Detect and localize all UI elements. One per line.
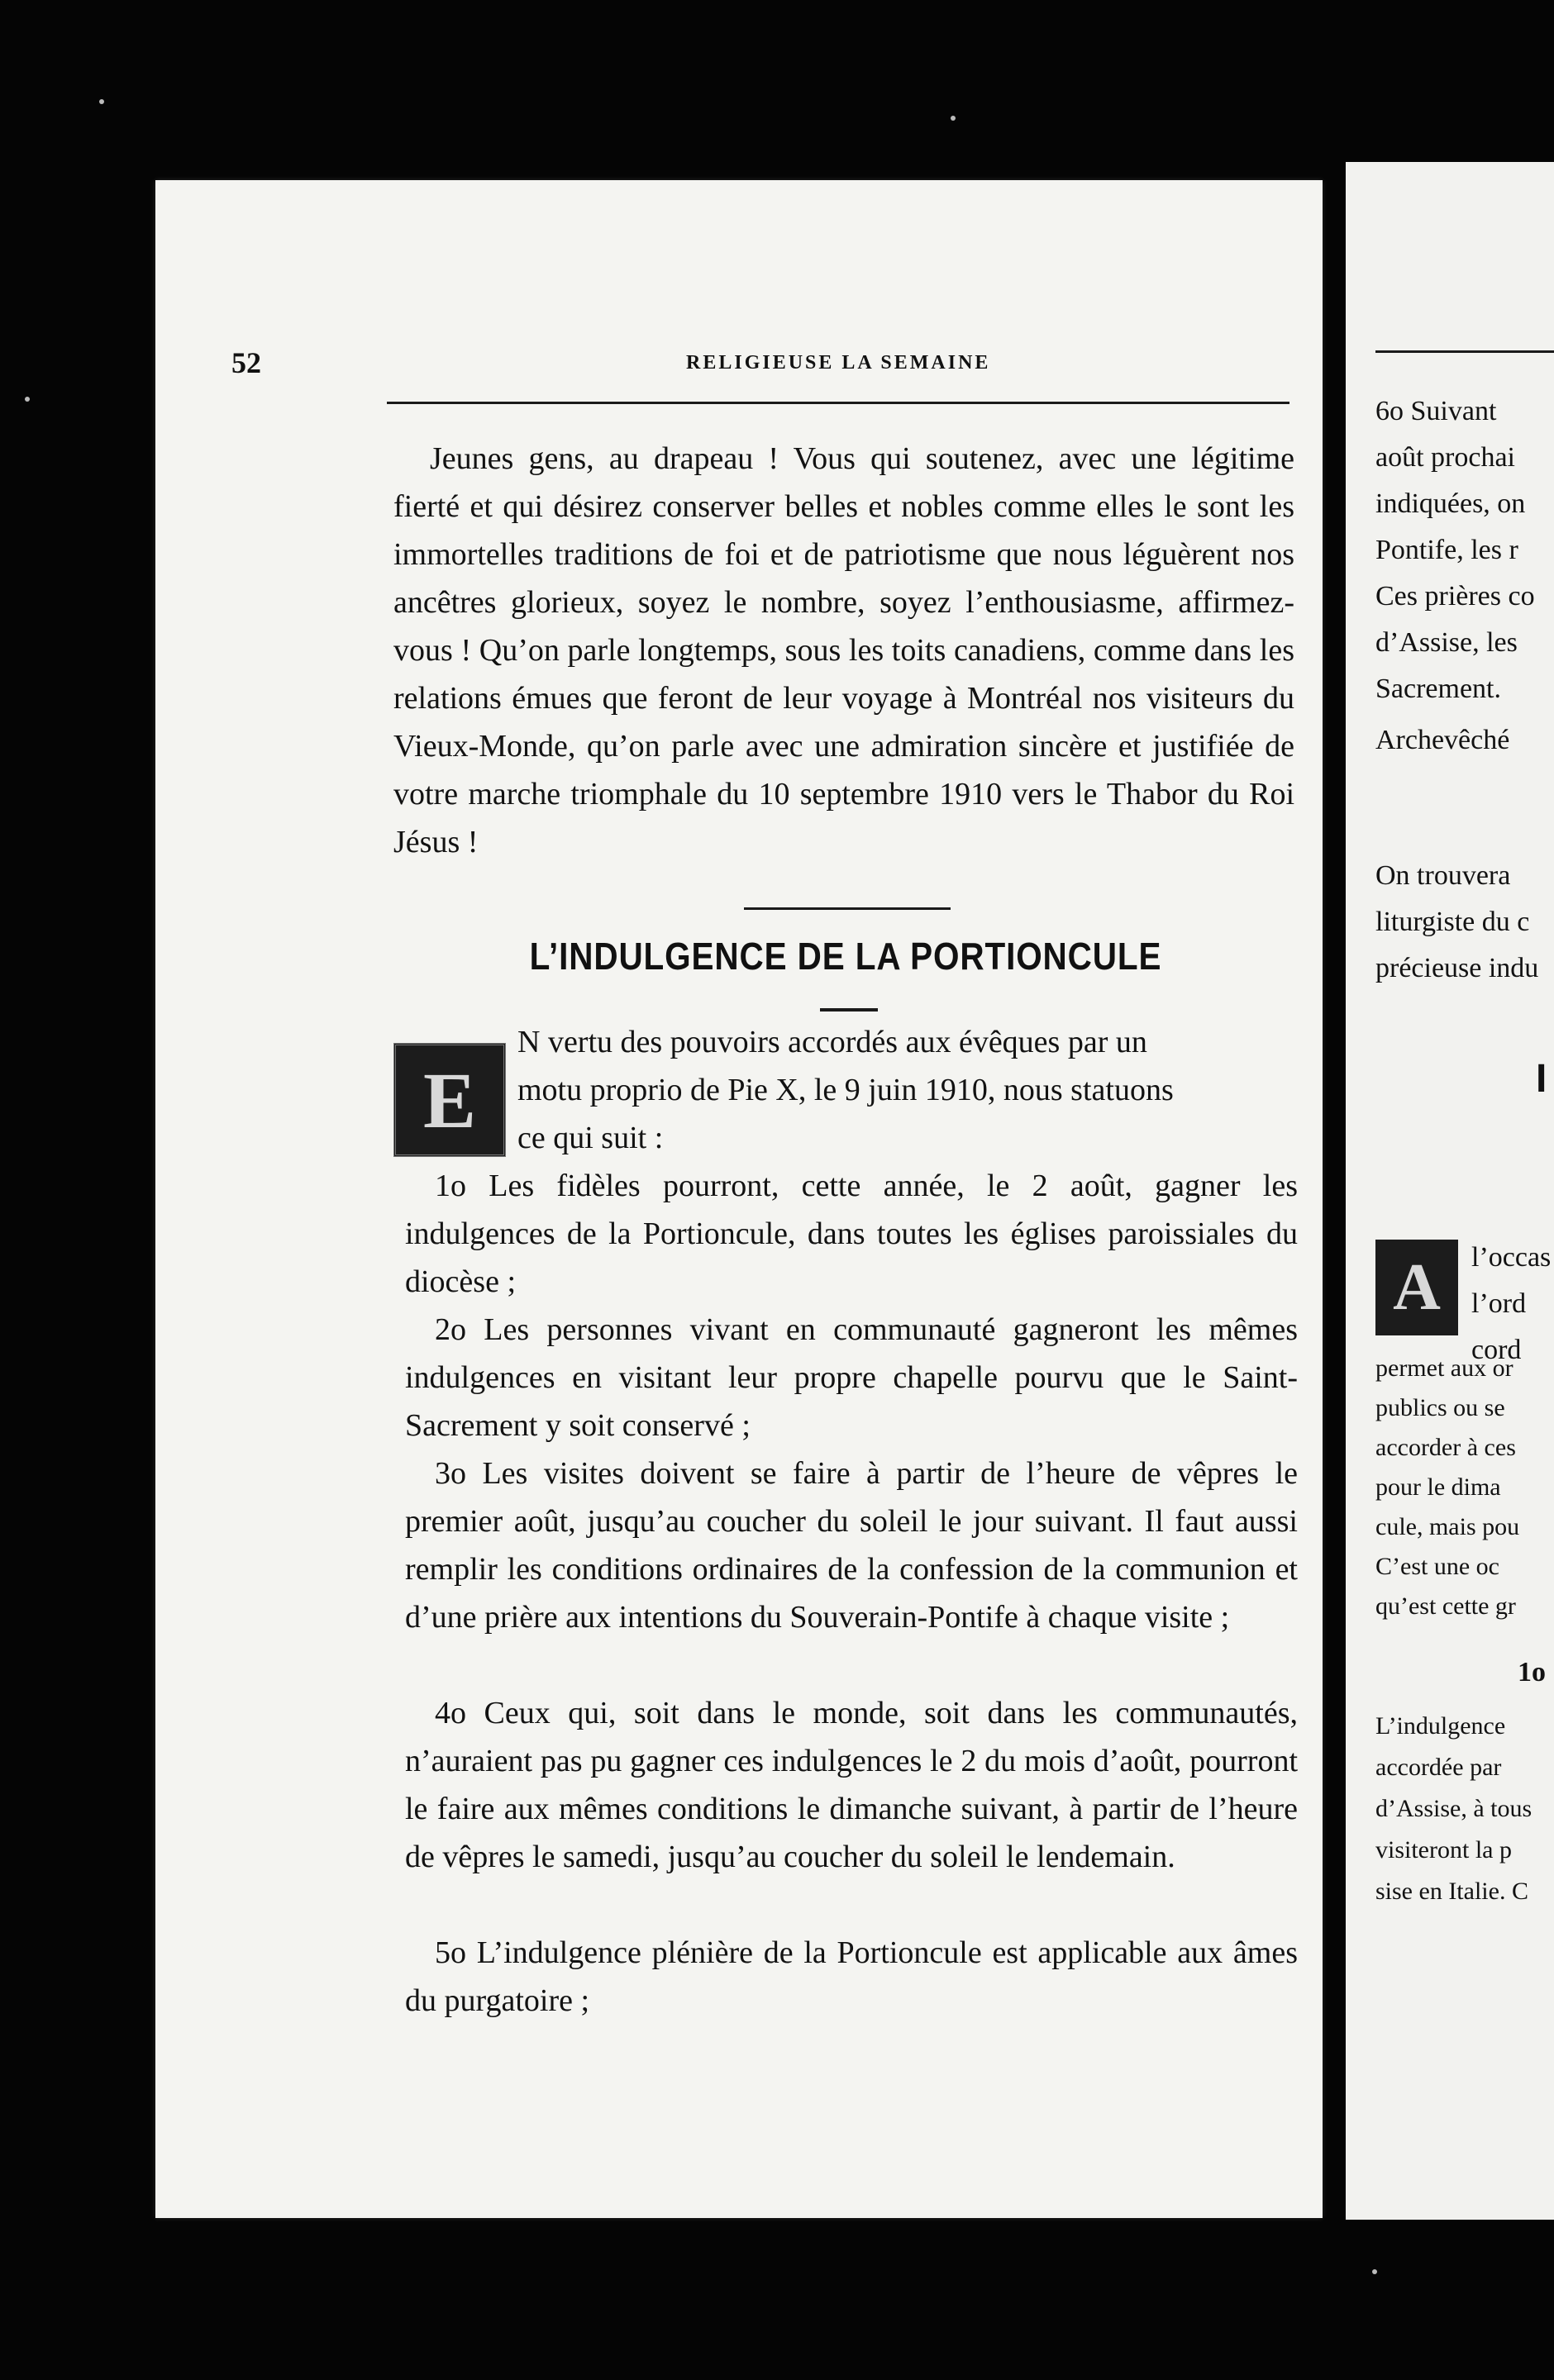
section-title: L’INDULGENCE DE LA PORTIONCULE (529, 935, 1162, 978)
right-line: L’indulgence (1375, 1712, 1506, 1740)
right-line: cord (1471, 1335, 1522, 1365)
intro-paragraph (393, 435, 1294, 866)
right-line: publics ou se (1375, 1394, 1505, 1421)
right-line: accordée par (1375, 1754, 1502, 1781)
dropcap-letter: E (422, 1055, 477, 1145)
scan-speck (99, 99, 104, 104)
item-text: 5o L’indulgence plénière de la Portioncule est applicable aux âmes du purgatoire ; (405, 1935, 1298, 2018)
item-5 (405, 1929, 1298, 2025)
title-underline (820, 1008, 878, 1011)
right-line: Sacrement. (1375, 674, 1501, 704)
scan-speck (1372, 2269, 1377, 2274)
item-3 (405, 1449, 1298, 1641)
item-text: 1o Les fidèles pourront, cette année, le 2 août, gagner les indulgences de la Portioncule, dans toutes les églises paroissiales du diocèse ; (405, 1169, 1298, 1299)
right-block-end (1375, 1706, 1532, 1912)
right-line: précieuse indu (1375, 953, 1539, 983)
right-line: visiteront la p (1375, 1836, 1512, 1864)
right-title-fragment: I (1536, 1057, 1547, 1101)
dropcap-line-2: motu proprio de Pie X, le 9 juin 1910, nous statuons (517, 1073, 1174, 1107)
dropcap-line-3: ce qui suit : (517, 1121, 664, 1155)
right-dropcap-letter: A (1393, 1250, 1441, 1324)
right-line: 6o Suivant (1375, 396, 1497, 426)
right-line: Ces prières co (1375, 581, 1535, 612)
right-line: l’occas (1471, 1242, 1552, 1273)
right-line: d’Assise, les (1375, 627, 1518, 658)
header-rule (387, 402, 1289, 404)
right-line: l’ord (1471, 1288, 1527, 1319)
right-line: indiquées, on (1375, 488, 1526, 519)
right-dropcap (1375, 1240, 1458, 1335)
right-line: Archevêché (1375, 725, 1510, 755)
item-text: 3o Les visites doivent se faire à partir de l’heure de vêpres le premier août, jusqu’au coucher du soleil le jour suivant. Il faut aussi remplir les conditions ordinaires de la confession de la communion et d’une prière aux intentions du Souverain-Pontife à chaque visite ; (405, 1456, 1298, 1635)
running-head: RELIGIEUSE LA SEMAINE (686, 352, 991, 374)
right-line: qu’est cette gr (1375, 1592, 1516, 1620)
right-line: d’Assise, à tous (1375, 1795, 1533, 1822)
right-line: sise en Italie. C (1375, 1878, 1528, 1905)
item-text: 4o Ceux qui, soit dans le monde, soit dans les communautés, n’auraient pas pu gagner ces indulgences le 2 du mois d’août, pourront le faire aux mêmes conditions le dimanche suivant, à partir de l’heure de vêpres le samedi, jusqu’au coucher du soleil le lendemain. (405, 1696, 1298, 1874)
item-text: 2o Les personnes vivant en communauté gagneront les mêmes indulgences en visitant leur propre chapelle pourvu que le Saint-Sacrement y soit conservé ; (405, 1312, 1298, 1443)
dropcap-line-1: N vertu des pouvoirs accordés aux évêques par un (517, 1025, 1147, 1059)
right-line: permet aux or (1375, 1354, 1513, 1382)
dropcap-paragraph (393, 1018, 1294, 1162)
right-line: août prochai (1375, 442, 1515, 473)
right-block-mid (1375, 853, 1538, 992)
right-header-rule (1375, 350, 1554, 353)
right-block-top (1375, 388, 1535, 764)
section-divider (744, 907, 951, 910)
right-line: Pontife, les r (1375, 535, 1518, 565)
right-line: cule, mais pou (1375, 1513, 1520, 1540)
page-number: 52 (231, 346, 261, 379)
page-header (231, 345, 1298, 378)
right-line: accorder à ces (1375, 1434, 1516, 1461)
item-2 (405, 1306, 1298, 1449)
item-4 (405, 1689, 1298, 1881)
right-line: C’est une oc (1375, 1553, 1499, 1580)
right-block-bottom (1375, 1349, 1519, 1626)
item-1 (405, 1162, 1298, 1306)
intro-text: Jeunes gens, au drapeau ! Vous qui soutenez, avec une légitime fierté et qui désirez conserver belles et nobles comme elles le sont les immortelles traditions de foi et de patriotisme que nous léguèrent nos ancêtres glorieux, soyez le nombre, soyez l’enthousiasme, affirmez-vous ! Qu’on parle longtemps, sous les toits canadiens, comme dans les relations émues que feront de leur voyage à Montréal nos visiteurs du Vieux-Monde, qu’on parle avec une admiration sincère et justifiée de votre marche triomphale du 10 septembre 1910 vers le Thabor du Roi Jésus ! (393, 441, 1294, 859)
right-line: pour le dima (1375, 1473, 1501, 1501)
scan-speck (25, 397, 30, 402)
right-line: liturgiste du c (1375, 907, 1530, 937)
right-subhead: 1o (1518, 1657, 1546, 1687)
scan-speck (951, 116, 956, 121)
right-line: On trouvera (1375, 860, 1511, 891)
